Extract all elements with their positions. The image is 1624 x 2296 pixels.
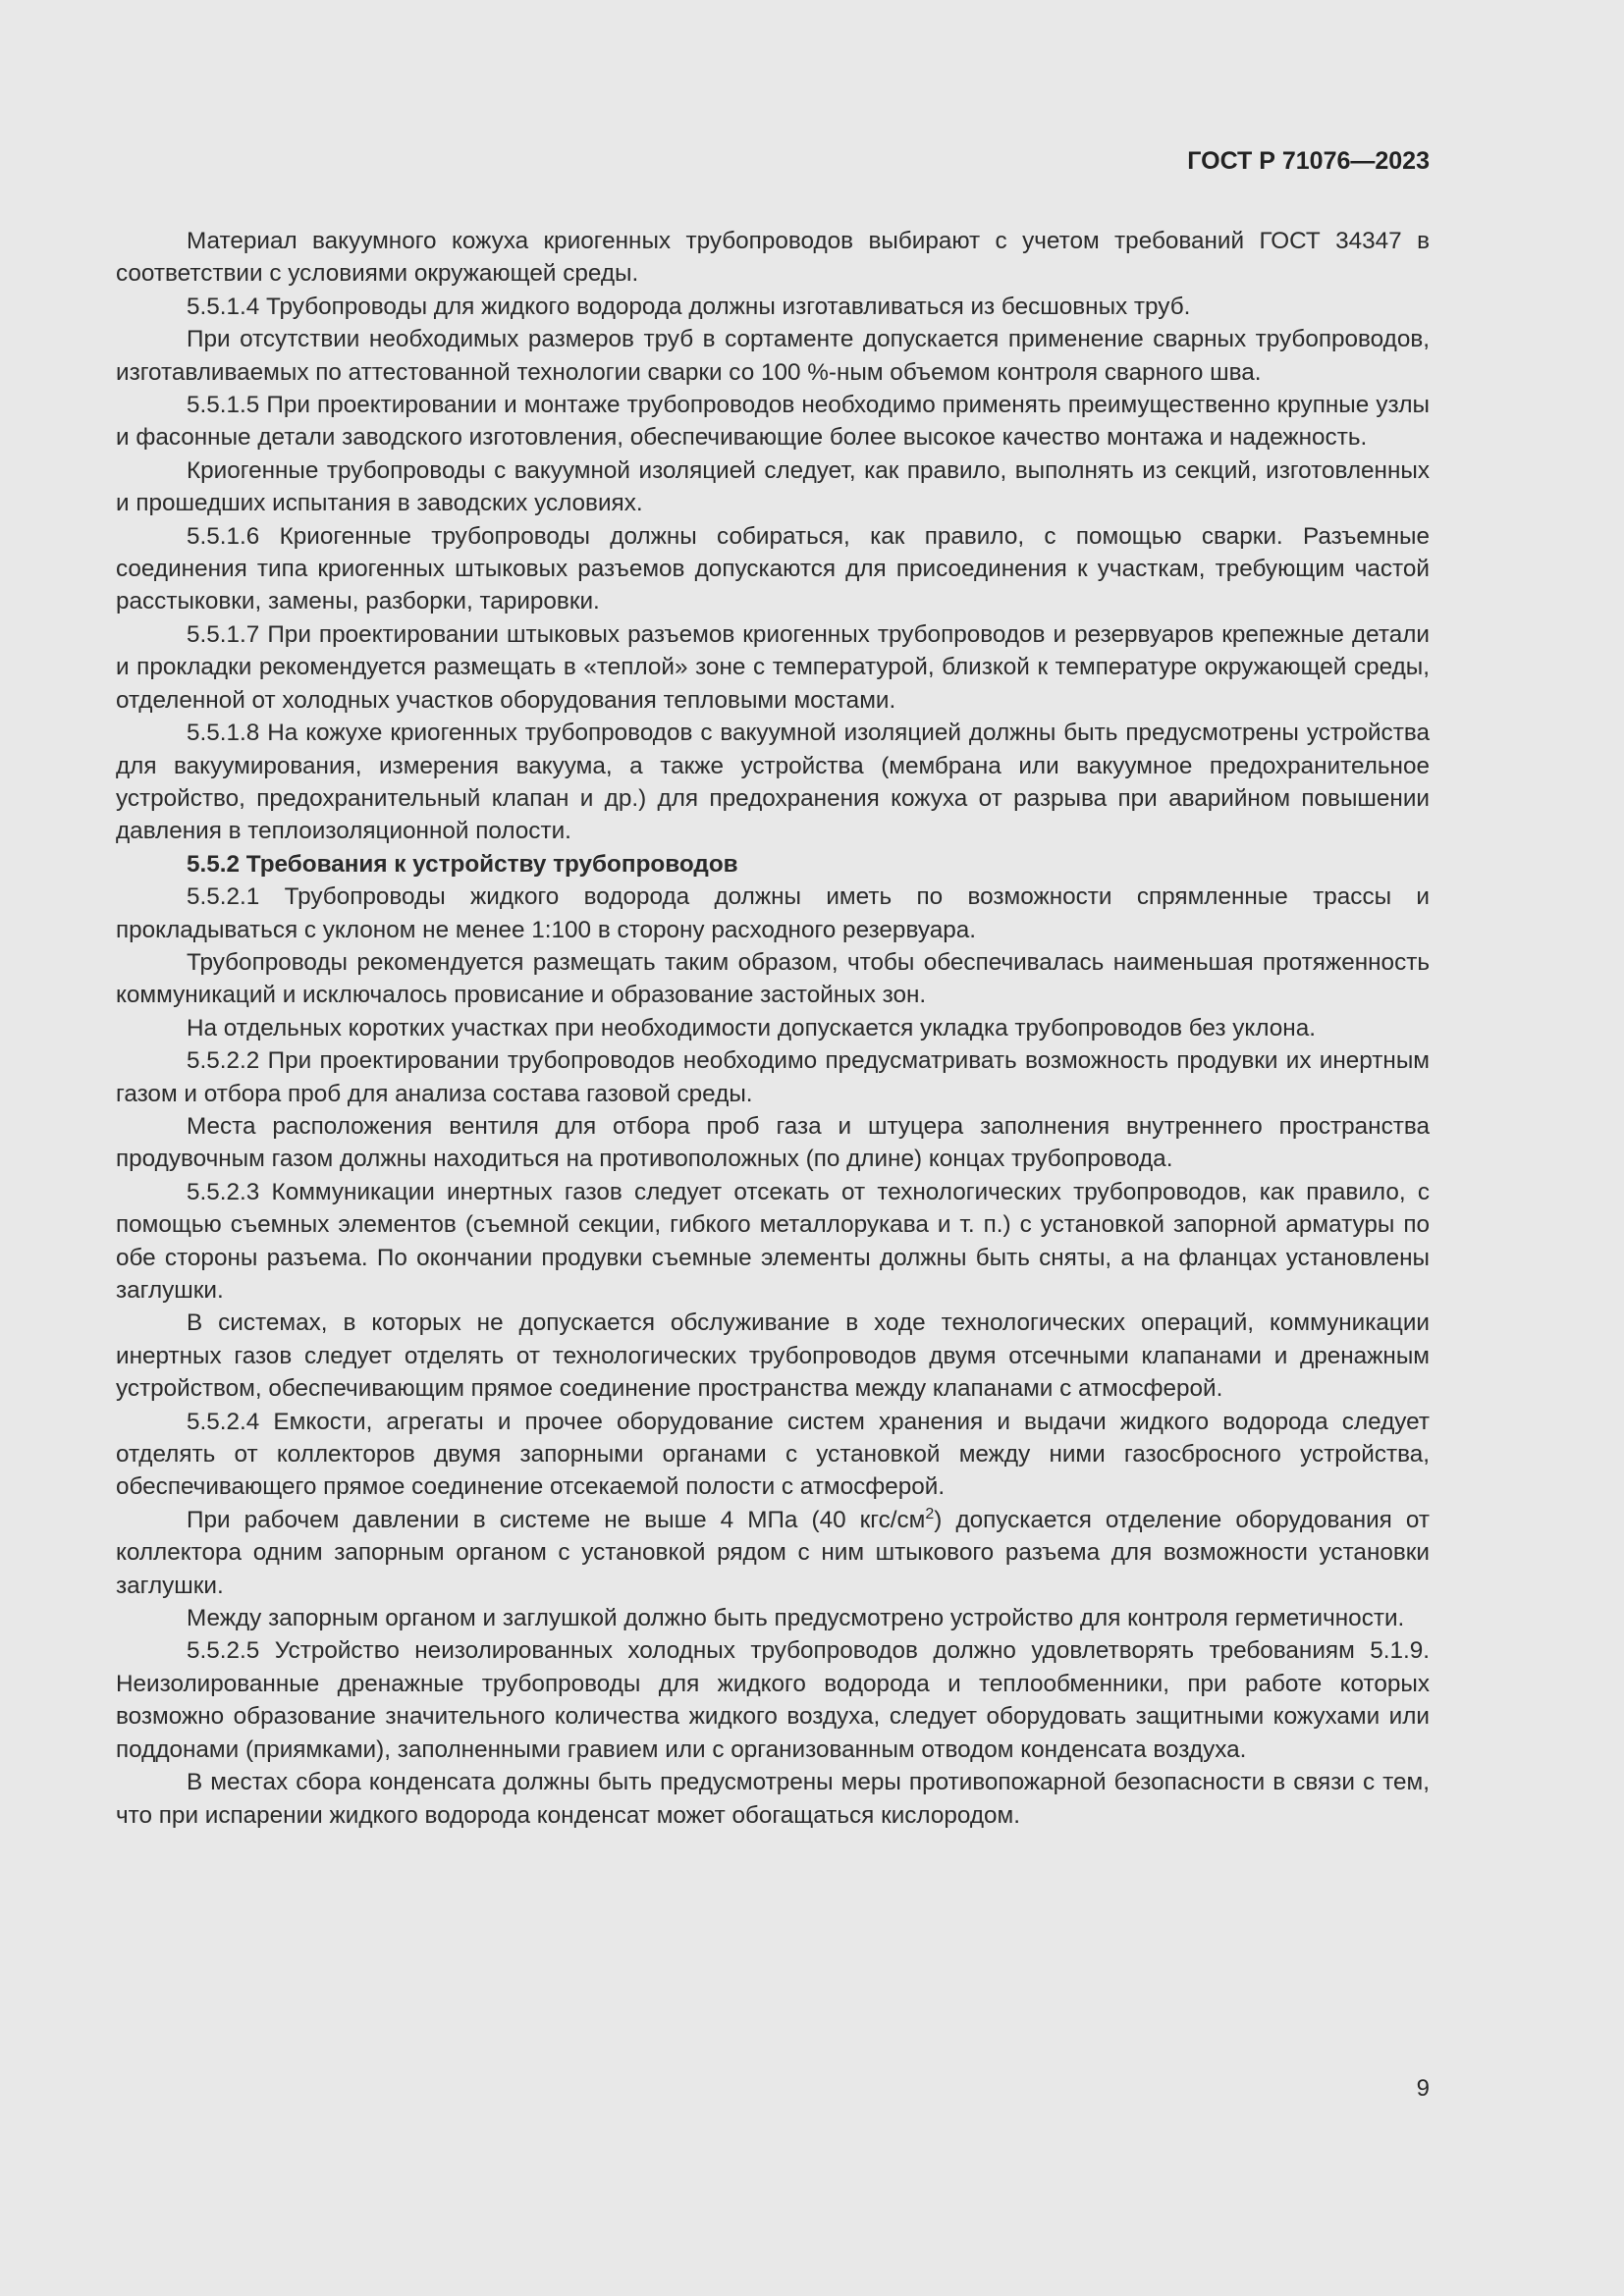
superscript: 2	[925, 1505, 935, 1522]
page-number: 9	[1416, 2075, 1430, 2102]
paragraph: В местах сбора конденсата должны быть предусмотрены меры противопожарной безопасности в связи с тем, что при испарении жидкого водорода конденсат может обогащаться кислородом.	[116, 1769, 1430, 1829]
section-heading: 5.5.2 Требования к устройству трубопроводов	[187, 850, 738, 878]
paragraph: 5.5.1.4 Трубопроводы для жидкого водорода должны изготавливаться из бесшовных труб.	[187, 293, 1191, 320]
paragraph: 5.5.1.8 На кожухе криогенных трубопроводов с вакуумной изоляцией должны быть предусмотрены устройства для вакуумирования, измерения вакуума, а также устройства (мембрана или вакуумное предохранительное устройство, предохранительный клапан и др.) для предохранения кожуха от разрыва при аварийном повышении давления в теплоизоляционной полости.	[116, 720, 1430, 845]
paragraph: 5.5.2.3 Коммуникации инертных газов следует отсекать от технологических трубопроводов, как правило, с помощью съемных элементов (съемной секции, гибкого металлорукава и т. п.) с установкой запорной арматуры по обе стороны разъема. По окончании продувки съемные элементы должны быть сняты, а на фланцах установлены заглушки.	[116, 1178, 1430, 1304]
paragraph: 5.5.2.1 Трубопроводы жидкого водорода должны иметь по возможности спрямленные трассы и прокладываться с уклоном не менее 1:100 в сторону расходного резервуара.	[116, 883, 1430, 943]
paragraph: 5.5.1.6 Криогенные трубопроводы должны собираться, как правило, с помощью сварки. Разъемные соединения типа криогенных штыковых разъемов допускаются для присоединения к участкам, требующим частой расстыковки, замены, разборки, тарировки.	[116, 522, 1430, 615]
paragraph: 5.5.2.2 При проектировании трубопроводов необходимо предусматривать возможность продувки их инертным газом и отбора проб для анализа состава газовой среды.	[116, 1047, 1430, 1107]
paragraph: Места расположения вентиля для отбора проб газа и штуцера заполнения внутреннего пространства продувочным газом должны находиться на противоположных (по длине) концах трубопровода.	[116, 1112, 1430, 1173]
paragraph: При отсутствии необходимых размеров труб в сортаменте допускается применение сварных трубопроводов, изготавливаемых по аттестованной технологии сварки со 100 %-ным объемом контроля сварного шва.	[116, 326, 1430, 386]
paragraph: 5.5.1.7 При проектировании штыковых разъемов криогенных трубопроводов и резервуаров крепежные детали и прокладки рекомендуется размещать в «теплой» зоне с температурой, близкой к температуре окружающей среды, отделенной от холодных участков оборудования тепловыми мостами.	[116, 620, 1430, 714]
paragraph-with-superscript	[116, 1504, 1430, 1602]
paragraph: Криогенные трубопроводы с вакуумной изоляцией следует, как правило, выполнять из секций, изготовленных и прошедших испытания в заводских условиях.	[116, 456, 1430, 517]
paragraph: На отдельных коротких участках при необходимости допускается укладка трубопроводов без уклона.	[187, 1014, 1316, 1041]
paragraph: Трубопроводы рекомендуется размещать таким образом, чтобы обеспечивалась наименьшая протяженность коммуникаций и исключалось провисание и образование застойных зон.	[116, 948, 1430, 1009]
paragraph: 5.5.2.4 Емкости, агрегаты и прочее оборудование систем хранения и выдачи жидкого водорода следует отделять от коллекторов двумя запорными органами с установкой между ними газосбросного устройства, обеспечивающего прямое соединение отсекаемой полости с атмосферой.	[116, 1408, 1430, 1501]
document-header: ГОСТ Р 71076—2023	[1187, 147, 1430, 175]
paragraph-text-before: При рабочем давлении в системе не выше 4 МПа (40 кгс/см	[187, 1506, 926, 1533]
paragraph: Между запорным органом и заглушкой должно быть предусмотрено устройство для контроля герметичности.	[187, 1605, 1405, 1632]
paragraph: В системах, в которых не допускается обслуживание в ходе технологических операций, коммуникации инертных газов следует отделять от технологических трубопроводов двумя отсечными клапанами и дренажным устройством, обеспечивающим прямое соединение пространства между клапанами с атмосферой.	[116, 1309, 1430, 1403]
paragraph: 5.5.2.5 Устройство неизолированных холодных трубопроводов должно удовлетворять требованиям 5.1.9. Неизолированные дренажные трубопроводы для жидкого водорода и теплообменники, при работе которых возможно образование значительного количества жидкого воздуха, следует оборудовать защитными кожухами или поддонами (приямками), заполненными гравием или с организованным отводом конденсата воздуха.	[116, 1637, 1430, 1763]
paragraph: 5.5.1.5 При проектировании и монтаже трубопроводов необходимо применять преимущественно крупные узлы и фасонные детали заводского изготовления, обеспечивающие более высокое качество монтажа и надежность.	[116, 392, 1430, 452]
paragraph-text-after: ) допускается отделение оборудования от коллектора одним запорным органом с установкой рядом с ним штыкового разъема для возможности установки заглушки.	[116, 1506, 1430, 1599]
paragraph: Материал вакуумного кожуха криогенных трубопроводов выбирают с учетом требований ГОСТ 34347 в соответствии с условиями окружающей среды.	[116, 228, 1430, 288]
document-body	[116, 225, 1430, 1832]
